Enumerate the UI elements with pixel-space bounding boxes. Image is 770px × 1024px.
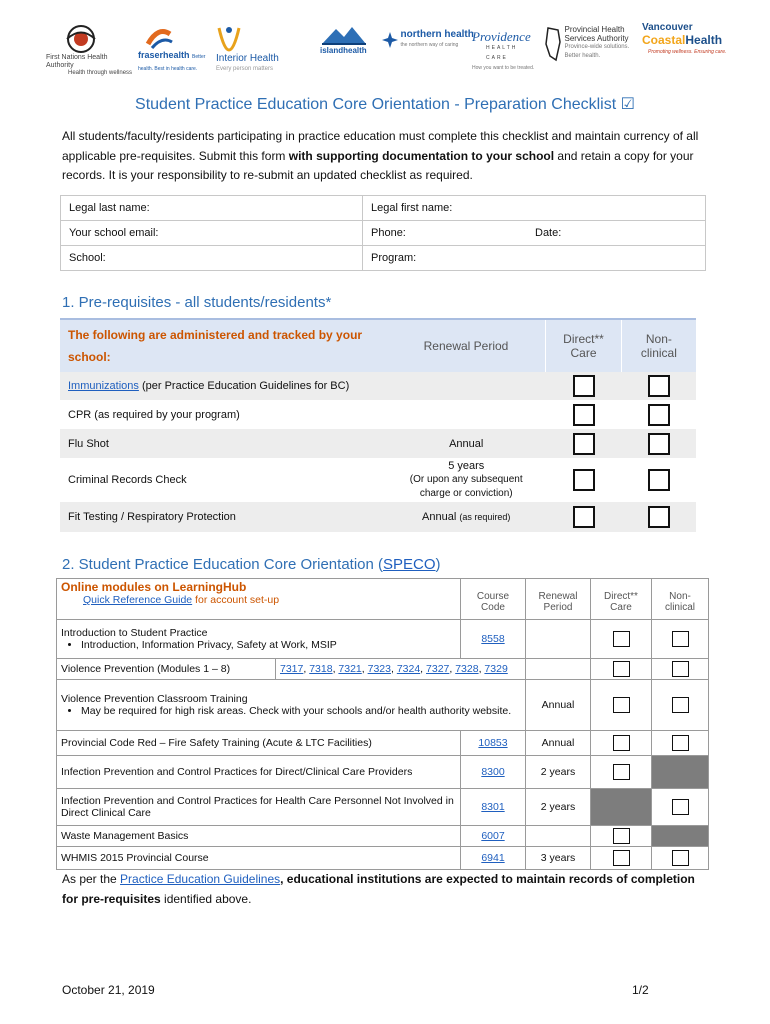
fnha-tagline: Health through wellness (68, 70, 133, 76)
vch-logo: Vancouver CoastalHealth Promoting wellness. Ensuring care. (638, 22, 730, 57)
northern-star-icon (382, 32, 398, 48)
northern-logo (382, 30, 474, 50)
ipc-nonclinical-checkbox[interactable] (672, 799, 689, 815)
course-7323-link[interactable]: 7323 (367, 663, 391, 675)
fit-testing-label: Fit Testing / Respiratory Protection (60, 502, 387, 532)
phsa-name-1: Provincial Health (564, 25, 625, 34)
interior-logo (216, 24, 306, 74)
phone-field[interactable] (363, 221, 528, 246)
fit-period-note: (as required) (459, 512, 511, 522)
whmis-direct-checkbox[interactable] (613, 850, 630, 866)
program-field[interactable] (363, 246, 706, 271)
providence-sub: HEALTH CARE (486, 45, 518, 61)
note-suffix: identified above. (160, 891, 252, 906)
phsa-logo (544, 26, 634, 62)
northern-tagline: the northern way of caring (400, 42, 459, 48)
crc-direct-checkbox[interactable] (573, 469, 595, 491)
fraser-name: fraserhealth (138, 50, 190, 60)
phsa-name-2: Services Authority (564, 33, 629, 43)
direct-care-header: Direct** Care (546, 319, 622, 372)
island-mountains-icon (320, 24, 368, 46)
ipc-nonclinical-period: 2 years (526, 789, 591, 826)
ipc-direct-checkbox[interactable] (613, 764, 630, 780)
guidelines-note (62, 870, 712, 909)
cpr-nonclinical-checkbox[interactable] (648, 404, 670, 426)
course-7318-link[interactable]: 7318 (309, 663, 333, 675)
providence-tagline: How you want to be treated. (472, 65, 535, 71)
email-label: Your school email: (69, 227, 159, 239)
ipc-direct-period: 2 years (526, 756, 591, 789)
vp-nonclinical-checkbox[interactable] (672, 661, 689, 677)
course-7327-link[interactable]: 7327 (426, 663, 450, 675)
vch-name-1: Vancouver (642, 22, 693, 33)
note-bold: , educational institutions are expected to maintain records of completion for pre-requisites (62, 872, 695, 906)
table-row: Violence Prevention (Modules 1 – 8) 7317, 7318, 7321, 7323, 7324, 7327, 7328, 7329 (57, 659, 709, 680)
email-field[interactable] (61, 221, 363, 246)
crc-period-note: (Or upon any subsequent charge or conviction) (409, 474, 523, 499)
interior-v-icon (216, 24, 242, 54)
red-direct-checkbox[interactable] (613, 735, 630, 751)
table-row (57, 847, 709, 870)
table-row (57, 826, 709, 847)
waste-title: Waste Management Basics (57, 826, 461, 847)
page-title: Student Practice Education Core Orientation - Preparation Checklist ☑ (135, 96, 635, 113)
fnha-eagle-icon (64, 24, 98, 54)
course-8300-link[interactable]: 8300 (481, 766, 505, 778)
speco-link[interactable]: SPECO (383, 556, 436, 573)
course-10853-link[interactable]: 10853 (478, 737, 508, 749)
course-code-header: Course Code (461, 579, 526, 620)
northern-name: northern health (400, 29, 474, 40)
vp-classroom-bullet: • May be required for high risk areas. Check with your schools and/or health authority website. (81, 705, 521, 717)
practice-guidelines-link[interactable]: Practice Education Guidelines (120, 872, 281, 886)
table-row (60, 372, 696, 400)
course-7324-link[interactable]: 7324 (396, 663, 421, 675)
intro-text-1: All students/faculty/residents participating in practice education must complete this checklist and maintain currency of all applicable pre-requisites. Submit this form (62, 129, 699, 163)
ipc-direct-title: Infection Prevention and Control Practices for Direct/Clinical Care Providers (57, 756, 461, 789)
intro-nonclinical-checkbox[interactable] (672, 631, 689, 647)
fraser-tagline: Better health. Best in health care. (138, 54, 206, 72)
course-7329-link[interactable]: 7329 (484, 663, 508, 675)
course-8301-link[interactable]: 8301 (481, 801, 505, 813)
last-name-field[interactable] (61, 196, 363, 221)
table-row (60, 429, 696, 458)
phsa-tag-2: Better health. (564, 52, 601, 59)
table-row (57, 756, 709, 789)
footer-date: October 21, 2019 (62, 983, 155, 997)
intro-course-bullet: • Introduction, Information Privacy, Safety at Work, MSIP (81, 639, 456, 651)
immunizations-note: (per Practice Education Guidelines for BC) (138, 380, 350, 392)
school-label: School: (69, 252, 106, 264)
immunizations-direct-checkbox[interactable] (573, 375, 595, 397)
renewal-header: Renewal Period (526, 579, 591, 620)
table-row (60, 400, 696, 429)
fit-direct-checkbox[interactable] (573, 506, 595, 528)
table-row (60, 458, 696, 502)
course-6941-link[interactable]: 6941 (481, 852, 505, 864)
whmis-title: WHMIS 2015 Provincial Course (57, 847, 461, 870)
whmis-period: 3 years (526, 847, 591, 870)
qrg-note: for account set-up (192, 594, 280, 606)
fit-nonclinical-checkbox[interactable] (648, 506, 670, 528)
island-logo (320, 24, 376, 56)
section2-heading-text: 2. Student Practice Education Core Orientation ( (62, 556, 384, 573)
cpr-label: CPR (as required by your program) (68, 408, 240, 421)
flu-direct-checkbox[interactable] (573, 433, 595, 455)
intro-bold: with supporting documentation to your school (288, 148, 555, 163)
providence-name: Providence (472, 29, 531, 44)
phone-label: Phone: (371, 227, 406, 239)
flu-nonclinical-checkbox[interactable] (648, 433, 670, 455)
crc-period: 5 years (448, 460, 485, 472)
course-8558-link[interactable]: 8558 (481, 633, 505, 645)
waste-nonclinical-na (652, 826, 709, 847)
code-red-period: Annual (526, 731, 591, 756)
last-name-label: Legal last name: (69, 202, 150, 214)
student-info-table (60, 195, 706, 271)
table-row (60, 502, 696, 532)
course-7328-link[interactable]: 7328 (455, 663, 479, 675)
vp-classroom-title: Violence Prevention Classroom Training (61, 693, 248, 705)
non-clinical-header: Non-clinical (621, 319, 696, 372)
violence-prevention-title: Violence Prevention (Modules 1 – 8) (57, 659, 276, 680)
interior-name: Interior Health (216, 53, 279, 64)
quick-reference-link[interactable]: Quick Reference Guide (83, 594, 193, 606)
ipc-nonclinical-title: Infection Prevention and Control Practices for Health Care Personnel Not Involved in Direct Clinical Care (57, 789, 461, 826)
intro-direct-checkbox[interactable] (613, 631, 630, 647)
page-number: 1/2 (632, 983, 649, 997)
code-red-title: Provincial Code Red – Fire Safety Training (Acute & LTC Facilities) (57, 731, 461, 756)
island-name: islandhealth (320, 46, 367, 55)
intro-text-2: and retain a copy for your records. It is your responsibility to re-submit an updated checklist as required. (62, 148, 694, 182)
section2-header-title: Online modules on LearningHub (61, 580, 247, 594)
course-6007-link[interactable]: 6007 (481, 830, 505, 842)
section1-header-title: The following are administered and tracked by your school: (68, 328, 363, 364)
intro-course-title: Introduction to Student Practice (61, 627, 208, 639)
section1-heading: 1. Pre-requisites - all students/residents* (62, 294, 332, 311)
bc-map-icon (544, 26, 562, 62)
section2-heading (62, 556, 441, 573)
fraser-swirl-icon (144, 24, 176, 50)
prerequisites-table (60, 318, 696, 532)
course-7321-link[interactable]: 7321 (338, 663, 362, 675)
fraser-logo (138, 24, 210, 74)
table-row (57, 789, 709, 826)
section2-heading-suffix: ) (435, 556, 441, 573)
whmis-nonclinical-checkbox[interactable] (672, 850, 689, 866)
date-label: Date: (535, 227, 562, 239)
renewal-period-header: Renewal Period (387, 319, 546, 372)
criminal-records-label: Criminal Records Check (68, 474, 187, 486)
partner-logos (40, 16, 730, 76)
first-name-label: Legal first name: (371, 202, 453, 214)
flu-shot-label: Flu Shot (60, 429, 387, 458)
first-name-field[interactable] (363, 196, 706, 221)
nonclinical-header: Non-clinical (652, 579, 709, 620)
fnha-logo (46, 24, 136, 77)
crc-nonclinical-checkbox[interactable] (648, 469, 670, 491)
intro-paragraph (62, 127, 712, 186)
table-row (57, 731, 709, 756)
program-label: Program: (371, 252, 417, 264)
note-prefix: As per the (62, 872, 121, 886)
providence-logo (472, 30, 542, 73)
table-row (57, 680, 709, 731)
speco-table (56, 578, 709, 870)
vp-classroom-period: Annual (526, 680, 591, 731)
immunizations-nonclinical-checkbox[interactable] (648, 375, 670, 397)
ipc-non-direct-na (591, 789, 652, 826)
red-nonclinical-checkbox[interactable] (672, 735, 689, 751)
fit-period: Annual (422, 511, 457, 523)
waste-direct-checkbox[interactable] (613, 828, 630, 844)
vpc-nonclinical-checkbox[interactable] (672, 697, 689, 713)
phsa-tag-1: Province-wide solutions. (564, 44, 630, 50)
vp-direct-checkbox[interactable] (613, 661, 630, 677)
course-7317-link[interactable]: 7317 (280, 663, 304, 675)
school-field[interactable] (61, 246, 363, 271)
interior-tagline: Every person matters (216, 66, 274, 72)
ipc-direct-nonclinical-na (652, 756, 709, 789)
vpc-direct-checkbox[interactable] (613, 697, 630, 713)
date-field[interactable] (527, 221, 706, 246)
direct-header: Direct** Care (591, 579, 652, 620)
cpr-direct-checkbox[interactable] (573, 404, 595, 426)
immunizations-link[interactable]: Immunizations (68, 380, 139, 392)
vch-tagline: Promoting wellness. Ensuring care. (648, 49, 727, 55)
fnha-name: First Nations Health Authority (46, 54, 108, 69)
table-row (57, 620, 709, 659)
flu-shot-period: Annual (387, 429, 546, 458)
